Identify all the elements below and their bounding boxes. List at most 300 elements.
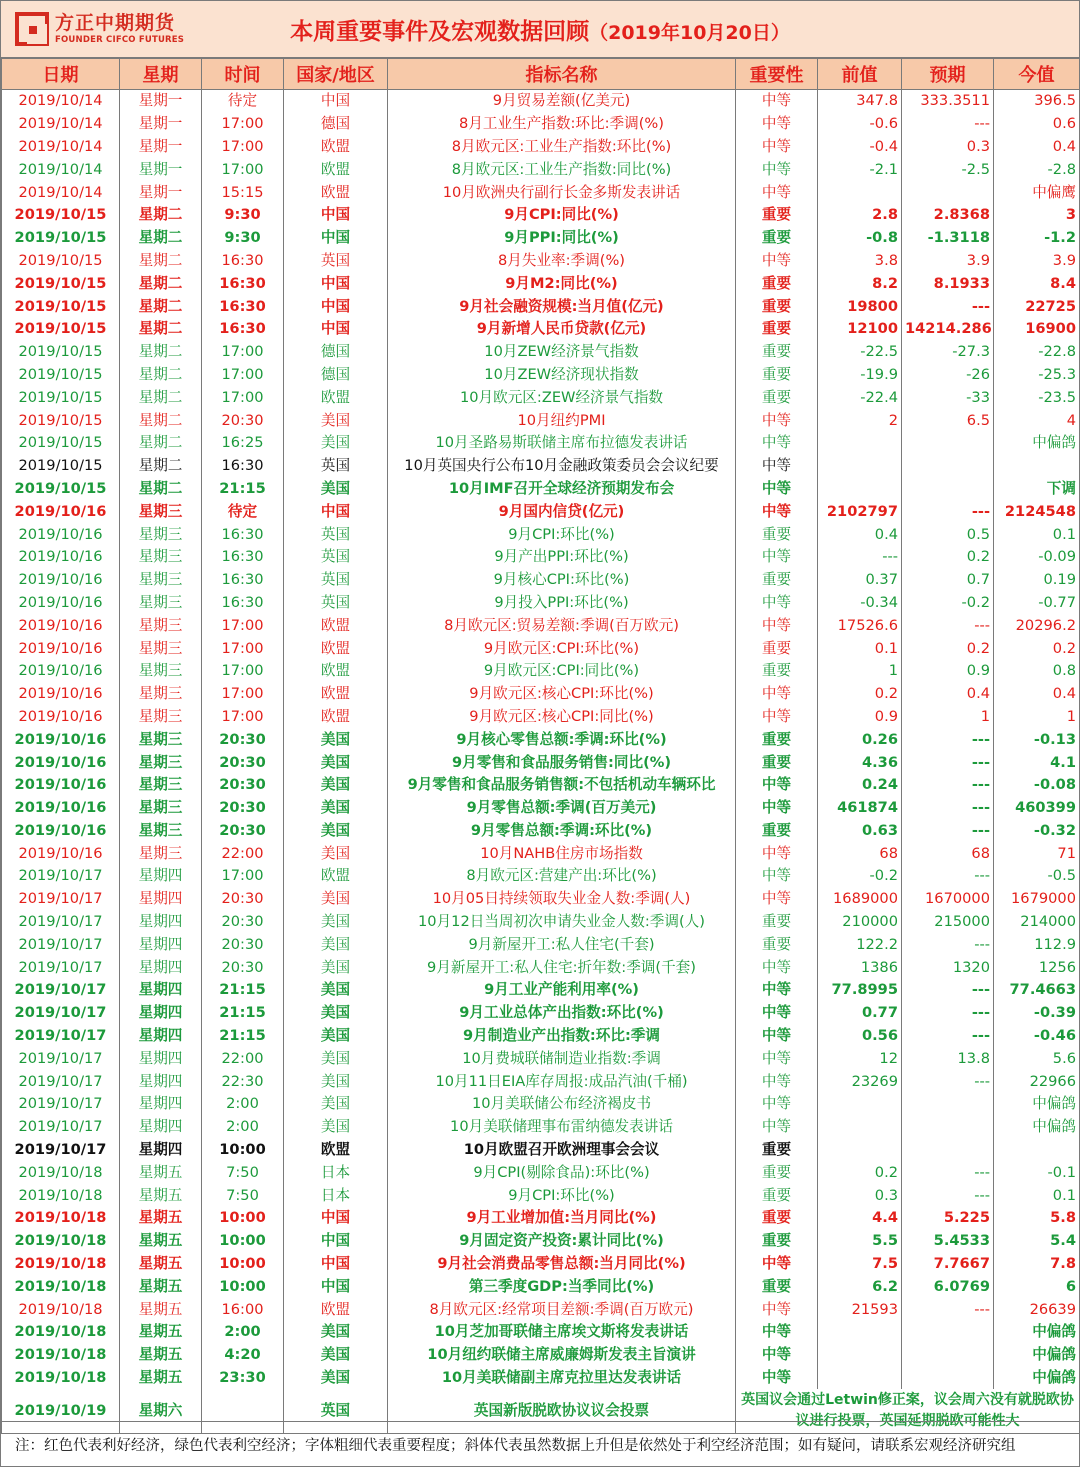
cell-previous: 7.5 xyxy=(818,1253,902,1276)
cell-indicator: 9月M2:同比(%) xyxy=(388,272,736,295)
cell-date: 2019/10/16 xyxy=(2,683,120,706)
cell-time: 10:00 xyxy=(202,1275,284,1298)
cell-importance: 重要 xyxy=(736,933,818,956)
table-row xyxy=(2,614,1080,637)
cell-forecast: 14214.286 xyxy=(902,318,994,341)
cell-country: 日本 xyxy=(284,1161,388,1184)
col-header-weekday: 星期 xyxy=(120,59,202,90)
cell-importance: 重要 xyxy=(736,341,818,364)
cell-weekday: 星期二 xyxy=(120,386,202,409)
cell-previous: 8.2 xyxy=(818,272,902,295)
cell-country: 美国 xyxy=(284,1025,388,1048)
table-row xyxy=(2,1047,1080,1070)
cell-date: 2019/10/18 xyxy=(2,1344,120,1367)
cell-previous: 0.2 xyxy=(818,1161,902,1184)
cell-forecast: 6.5 xyxy=(902,409,994,432)
cell-country: 美国 xyxy=(284,751,388,774)
cell-indicator: 9月CPI:环比(%) xyxy=(388,523,736,546)
cell-previous xyxy=(818,1139,902,1162)
cell-weekday: 星期一 xyxy=(120,113,202,136)
cell-weekday: 星期二 xyxy=(120,272,202,295)
cell-actual: -1.2 xyxy=(994,227,1080,250)
cell-forecast: --- xyxy=(902,1070,994,1093)
cell-forecast: 6.0769 xyxy=(902,1275,994,1298)
cell-forecast: 2.8368 xyxy=(902,204,994,227)
cell-indicator: 9月社会融资规模:当月值(亿元) xyxy=(388,295,736,318)
cell-weekday: 星期四 xyxy=(120,911,202,934)
cell-indicator: 10月纽约联储主席威廉姆斯发表主旨演讲 xyxy=(388,1344,736,1367)
cell-indicator: 9月零售总额:季调:环比(%) xyxy=(388,820,736,843)
cell-date: 2019/10/16 xyxy=(2,592,120,615)
table-row xyxy=(2,409,1080,432)
cell-actual: 中偏鸽 xyxy=(994,1344,1080,1367)
cell-date: 2019/10/15 xyxy=(2,432,120,455)
cell-importance: 重要 xyxy=(736,1139,818,1162)
cell-time: 10:00 xyxy=(202,1230,284,1253)
table-row xyxy=(2,569,1080,592)
cell-weekday: 星期三 xyxy=(120,774,202,797)
col-header-indicator: 指标名称 xyxy=(388,59,736,90)
cell-date: 2019/10/15 xyxy=(2,272,120,295)
cell-country: 欧盟 xyxy=(284,136,388,159)
cell-weekday: 星期三 xyxy=(120,683,202,706)
cell-previous xyxy=(818,432,902,455)
cell-date: 2019/10/14 xyxy=(2,158,120,181)
cell-previous: 0.63 xyxy=(818,820,902,843)
cell-weekday: 星期二 xyxy=(120,409,202,432)
cell-time: 16:25 xyxy=(202,432,284,455)
cell-importance: 重要 xyxy=(736,1161,818,1184)
cell-country: 欧盟 xyxy=(284,158,388,181)
founder-logo-icon xyxy=(15,12,49,46)
cell-forecast: --- xyxy=(902,751,994,774)
cell-forecast: 0.9 xyxy=(902,660,994,683)
cell-country: 美国 xyxy=(284,933,388,956)
cell-time: 2:00 xyxy=(202,1321,284,1344)
cell-country: 英国 xyxy=(284,546,388,569)
cell-time: 22:30 xyxy=(202,1070,284,1093)
cell-previous: -19.9 xyxy=(818,364,902,387)
cell-date: 2019/10/15 xyxy=(2,295,120,318)
company-logo xyxy=(1,12,191,46)
cell-importance: 中等 xyxy=(736,1002,818,1025)
cell-actual: 26639 xyxy=(994,1298,1080,1321)
table-row xyxy=(2,865,1080,888)
cell-indicator: 10月05日持续领取失业金人数:季调(人) xyxy=(388,888,736,911)
cell-weekday: 星期五 xyxy=(120,1367,202,1390)
cell-previous: 0.56 xyxy=(818,1025,902,1048)
cell-forecast: 1320 xyxy=(902,956,994,979)
table-row xyxy=(2,728,1080,751)
cell-indicator: 9月工业总体产出指数:环比(%) xyxy=(388,1002,736,1025)
cell-weekday: 星期四 xyxy=(120,1047,202,1070)
cell-previous: 4.4 xyxy=(818,1207,902,1230)
cell-time: 10:00 xyxy=(202,1207,284,1230)
cell-forecast xyxy=(902,181,994,204)
cell-forecast: 68 xyxy=(902,842,994,865)
table-header-row xyxy=(2,59,1080,90)
cell-previous: 461874 xyxy=(818,797,902,820)
cell-country: 欧盟 xyxy=(284,706,388,729)
col-header-forecast: 预期 xyxy=(902,59,994,90)
cell-importance: 中等 xyxy=(736,979,818,1002)
cell-weekday: 星期三 xyxy=(120,569,202,592)
cell-country: 英国 xyxy=(284,523,388,546)
cell-actual: 中偏鸽 xyxy=(994,1116,1080,1139)
cell-forecast: 333.3511 xyxy=(902,90,994,113)
cell-country: 中国 xyxy=(284,272,388,295)
cell-date: 2019/10/15 xyxy=(2,250,120,273)
logo-chinese-name: 方正中期期货 xyxy=(55,11,176,34)
cell-actual xyxy=(994,1139,1080,1162)
cell-actual: 3.9 xyxy=(994,250,1080,273)
cell-weekday: 星期六 xyxy=(120,1389,202,1434)
table-row xyxy=(2,751,1080,774)
cell-previous: 1 xyxy=(818,660,902,683)
cell-actual: 396.5 xyxy=(994,90,1080,113)
cell-time: 待定 xyxy=(202,90,284,113)
cell-indicator: 9月零售和食品服务销售额:不包括机动车辆环比 xyxy=(388,774,736,797)
cell-time: 17:00 xyxy=(202,364,284,387)
cell-date: 2019/10/14 xyxy=(2,90,120,113)
cell-weekday: 星期一 xyxy=(120,181,202,204)
cell-time: 20:30 xyxy=(202,797,284,820)
cell-importance: 重要 xyxy=(736,820,818,843)
table-row xyxy=(2,1207,1080,1230)
table-row xyxy=(2,979,1080,1002)
cell-importance: 重要 xyxy=(736,660,818,683)
cell-time: 23:30 xyxy=(202,1367,284,1390)
col-header-previous: 前值 xyxy=(818,59,902,90)
cell-actual: 22725 xyxy=(994,295,1080,318)
cell-previous: 0.26 xyxy=(818,728,902,751)
macro-events-table xyxy=(1,58,1080,1434)
cell-date: 2019/10/18 xyxy=(2,1253,120,1276)
cell-weekday: 星期四 xyxy=(120,979,202,1002)
table-row xyxy=(2,820,1080,843)
cell-previous: 2.8 xyxy=(818,204,902,227)
cell-country: 美国 xyxy=(284,1047,388,1070)
cell-forecast: 0.4 xyxy=(902,683,994,706)
cell-time: 9:30 xyxy=(202,227,284,250)
cell-previous: 2102797 xyxy=(818,500,902,523)
cell-weekday: 星期二 xyxy=(120,478,202,501)
cell-weekday: 星期二 xyxy=(120,455,202,478)
cell-date: 2019/10/17 xyxy=(2,979,120,1002)
cell-weekday: 星期三 xyxy=(120,842,202,865)
cell-actual: 3 xyxy=(994,204,1080,227)
cell-time: 17:00 xyxy=(202,660,284,683)
cell-actual: 5.6 xyxy=(994,1047,1080,1070)
cell-weekday: 星期五 xyxy=(120,1275,202,1298)
cell-previous: 122.2 xyxy=(818,933,902,956)
cell-forecast: --- xyxy=(902,774,994,797)
cell-weekday: 星期五 xyxy=(120,1184,202,1207)
cell-weekday: 星期五 xyxy=(120,1344,202,1367)
cell-time: 待定 xyxy=(202,500,284,523)
cell-date: 2019/10/15 xyxy=(2,204,120,227)
cell-country: 欧盟 xyxy=(284,1298,388,1321)
cell-country: 欧盟 xyxy=(284,683,388,706)
cell-forecast: 0.2 xyxy=(902,546,994,569)
cell-previous: -22.5 xyxy=(818,341,902,364)
cell-time: 22:00 xyxy=(202,842,284,865)
cell-importance: 重要 xyxy=(736,637,818,660)
table-row xyxy=(2,295,1080,318)
table-row xyxy=(2,455,1080,478)
cell-date: 2019/10/16 xyxy=(2,751,120,774)
cell-time: 17:00 xyxy=(202,136,284,159)
cell-date: 2019/10/17 xyxy=(2,933,120,956)
cell-indicator: 9月核心CPI:环比(%) xyxy=(388,569,736,592)
cell-actual: 下调 xyxy=(994,478,1080,501)
cell-date: 2019/10/18 xyxy=(2,1321,120,1344)
cell-country: 美国 xyxy=(284,888,388,911)
cell-date: 2019/10/17 xyxy=(2,1025,120,1048)
cell-time: 21:15 xyxy=(202,1025,284,1048)
cell-actual: 20296.2 xyxy=(994,614,1080,637)
cell-date: 2019/10/18 xyxy=(2,1161,120,1184)
cell-date: 2019/10/15 xyxy=(2,227,120,250)
cell-country: 中国 xyxy=(284,1253,388,1276)
cell-country: 英国 xyxy=(284,455,388,478)
cell-time: 2:00 xyxy=(202,1116,284,1139)
cell-indicator: 9月PPI:同比(%) xyxy=(388,227,736,250)
cell-country: 中国 xyxy=(284,318,388,341)
cell-indicator: 9月国内信贷(亿元) xyxy=(388,500,736,523)
cell-time: 9:30 xyxy=(202,204,284,227)
cell-country: 中国 xyxy=(284,1275,388,1298)
cell-actual: 16900 xyxy=(994,318,1080,341)
cell-weekday: 星期三 xyxy=(120,637,202,660)
cell-time: 16:30 xyxy=(202,250,284,273)
cell-forecast: 7.7667 xyxy=(902,1253,994,1276)
cell-actual: 214000 xyxy=(994,911,1080,934)
cell-forecast: 0.2 xyxy=(902,637,994,660)
cell-weekday: 星期三 xyxy=(120,660,202,683)
cell-country: 欧盟 xyxy=(284,637,388,660)
cell-time: 22:00 xyxy=(202,1047,284,1070)
cell-forecast xyxy=(902,478,994,501)
cell-importance: 重要 xyxy=(736,569,818,592)
cell-date: 2019/10/19 xyxy=(2,1389,120,1434)
cell-actual: -0.46 xyxy=(994,1025,1080,1048)
table-row xyxy=(2,1161,1080,1184)
cell-country: 美国 xyxy=(284,728,388,751)
cell-date: 2019/10/16 xyxy=(2,842,120,865)
cell-date: 2019/10/18 xyxy=(2,1184,120,1207)
cell-actual: 5.8 xyxy=(994,1207,1080,1230)
cell-actual: 460399 xyxy=(994,797,1080,820)
cell-forecast: --- xyxy=(902,113,994,136)
cell-forecast: -33 xyxy=(902,386,994,409)
cell-actual: -2.8 xyxy=(994,158,1080,181)
cell-indicator: 10月欧元区:ZEW经济景气指数 xyxy=(388,386,736,409)
cell-country: 美国 xyxy=(284,774,388,797)
cell-actual: 0.4 xyxy=(994,683,1080,706)
cell-date: 2019/10/16 xyxy=(2,728,120,751)
cell-indicator: 10月11日EIA库存周报:成品汽油(千桶) xyxy=(388,1070,736,1093)
cell-date: 2019/10/16 xyxy=(2,660,120,683)
cell-date: 2019/10/17 xyxy=(2,1093,120,1116)
cell-previous xyxy=(818,1116,902,1139)
cell-actual: 0.1 xyxy=(994,523,1080,546)
cell-country: 中国 xyxy=(284,227,388,250)
cell-date: 2019/10/18 xyxy=(2,1298,120,1321)
cell-importance: 中等 xyxy=(736,478,818,501)
table-row xyxy=(2,546,1080,569)
cell-forecast: --- xyxy=(902,979,994,1002)
cell-weekday: 星期二 xyxy=(120,318,202,341)
cell-actual: -0.08 xyxy=(994,774,1080,797)
cell-forecast xyxy=(902,1116,994,1139)
cell-actual: 22966 xyxy=(994,1070,1080,1093)
cell-actual: 中偏鹰 xyxy=(994,181,1080,204)
cell-actual: 0.1 xyxy=(994,1184,1080,1207)
cell-forecast: 0.5 xyxy=(902,523,994,546)
cell-date: 2019/10/18 xyxy=(2,1275,120,1298)
cell-weekday: 星期二 xyxy=(120,341,202,364)
cell-time: 20:30 xyxy=(202,911,284,934)
cell-country: 美国 xyxy=(284,478,388,501)
cell-weekday: 星期四 xyxy=(120,933,202,956)
table-row xyxy=(2,1367,1080,1390)
cell-date: 2019/10/16 xyxy=(2,797,120,820)
cell-date: 2019/10/15 xyxy=(2,341,120,364)
cell-importance: 中等 xyxy=(736,1321,818,1344)
table-row xyxy=(2,1253,1080,1276)
cell-country: 德国 xyxy=(284,364,388,387)
table-row xyxy=(2,797,1080,820)
cell-importance: 重要 xyxy=(736,227,818,250)
cell-date: 2019/10/16 xyxy=(2,820,120,843)
cell-actual: 1256 xyxy=(994,956,1080,979)
cell-time: 16:30 xyxy=(202,318,284,341)
table-row xyxy=(2,181,1080,204)
cell-indicator: 9月CPI:环比(%) xyxy=(388,1184,736,1207)
cell-actual: 4 xyxy=(994,409,1080,432)
table-row xyxy=(2,1139,1080,1162)
cell-country: 美国 xyxy=(284,1116,388,1139)
cell-time: 20:30 xyxy=(202,409,284,432)
title-text: 本周重要事件及宏观数据回顾 xyxy=(290,18,590,45)
cell-previous: 0.4 xyxy=(818,523,902,546)
cell-weekday: 星期五 xyxy=(120,1161,202,1184)
cell-time: 21:15 xyxy=(202,979,284,1002)
cell-time: 20:30 xyxy=(202,820,284,843)
cell-country: 美国 xyxy=(284,1093,388,1116)
table-row xyxy=(2,136,1080,159)
cell-indicator: 10月NAHB住房市场指数 xyxy=(388,842,736,865)
cell-forecast: 1 xyxy=(902,706,994,729)
title-date: （2019年10月20日） xyxy=(589,21,790,44)
cell-actual: -25.3 xyxy=(994,364,1080,387)
cell-actual: -0.5 xyxy=(994,865,1080,888)
cell-importance: 中等 xyxy=(736,250,818,273)
cell-date: 2019/10/17 xyxy=(2,888,120,911)
table-row xyxy=(2,227,1080,250)
cell-indicator: 第三季度GDP:当季同比(%) xyxy=(388,1275,736,1298)
cell-importance: 重要 xyxy=(736,272,818,295)
cell-importance: 重要 xyxy=(736,318,818,341)
cell-indicator: 8月工业生产指数:环比:季调(%) xyxy=(388,113,736,136)
cell-previous xyxy=(818,1344,902,1367)
cell-previous: 0.1 xyxy=(818,637,902,660)
cell-forecast: 13.8 xyxy=(902,1047,994,1070)
cell-weekday: 星期二 xyxy=(120,364,202,387)
cell-country: 欧盟 xyxy=(284,865,388,888)
cell-previous: --- xyxy=(818,546,902,569)
cell-indicator: 9月贸易差额(亿美元) xyxy=(388,90,736,113)
table-row xyxy=(2,1025,1080,1048)
cell-country: 美国 xyxy=(284,1002,388,1025)
cell-importance: 中等 xyxy=(736,136,818,159)
cell-date: 2019/10/17 xyxy=(2,956,120,979)
cell-indicator: 10月ZEW经济现状指数 xyxy=(388,364,736,387)
cell-forecast: -27.3 xyxy=(902,341,994,364)
cell-weekday: 星期三 xyxy=(120,614,202,637)
cell-indicator: 10月芝加哥联储主席埃文斯将发表讲话 xyxy=(388,1321,736,1344)
table-row xyxy=(2,1184,1080,1207)
cell-importance: 重要 xyxy=(736,911,818,934)
cell-indicator: 9月欧元区:核心CPI:同比(%) xyxy=(388,706,736,729)
cell-date: 2019/10/17 xyxy=(2,865,120,888)
cell-weekday: 星期四 xyxy=(120,1116,202,1139)
cell-importance: 中等 xyxy=(736,706,818,729)
cell-time: 16:30 xyxy=(202,546,284,569)
table-row xyxy=(2,272,1080,295)
cell-importance: 重要 xyxy=(736,386,818,409)
cell-date: 2019/10/16 xyxy=(2,500,120,523)
table-row xyxy=(2,113,1080,136)
cell-forecast: -26 xyxy=(902,364,994,387)
cell-previous: -22.4 xyxy=(818,386,902,409)
cell-importance: 重要 xyxy=(736,1275,818,1298)
cell-weekday: 星期四 xyxy=(120,1093,202,1116)
cell-previous: 68 xyxy=(818,842,902,865)
cell-country: 美国 xyxy=(284,1344,388,1367)
cell-importance: 中等 xyxy=(736,500,818,523)
cell-previous: 0.77 xyxy=(818,1002,902,1025)
cell-country: 德国 xyxy=(284,113,388,136)
col-header-importance: 重要性 xyxy=(736,59,818,90)
cell-weekday: 星期四 xyxy=(120,888,202,911)
cell-importance: 中等 xyxy=(736,546,818,569)
cell-previous xyxy=(818,181,902,204)
cell-weekday: 星期四 xyxy=(120,1002,202,1025)
cell-date: 2019/10/17 xyxy=(2,1116,120,1139)
cell-importance: 中等 xyxy=(736,181,818,204)
cell-time: 16:30 xyxy=(202,592,284,615)
cell-time: 17:00 xyxy=(202,706,284,729)
cell-time: 15:15 xyxy=(202,181,284,204)
cell-time: 17:00 xyxy=(202,614,284,637)
table-row xyxy=(2,250,1080,273)
cell-country: 美国 xyxy=(284,1321,388,1344)
cell-previous: 19800 xyxy=(818,295,902,318)
cell-actual: 中偏鸽 xyxy=(994,1093,1080,1116)
cell-country: 欧盟 xyxy=(284,1139,388,1162)
cell-actual: 0.6 xyxy=(994,113,1080,136)
cell-actual: 4.1 xyxy=(994,751,1080,774)
table-row xyxy=(2,90,1080,113)
cell-weekday: 星期三 xyxy=(120,728,202,751)
table-row xyxy=(2,1275,1080,1298)
cell-importance: 中等 xyxy=(736,956,818,979)
cell-previous: 1689000 xyxy=(818,888,902,911)
cell-weekday: 星期五 xyxy=(120,1298,202,1321)
cell-weekday: 星期三 xyxy=(120,820,202,843)
